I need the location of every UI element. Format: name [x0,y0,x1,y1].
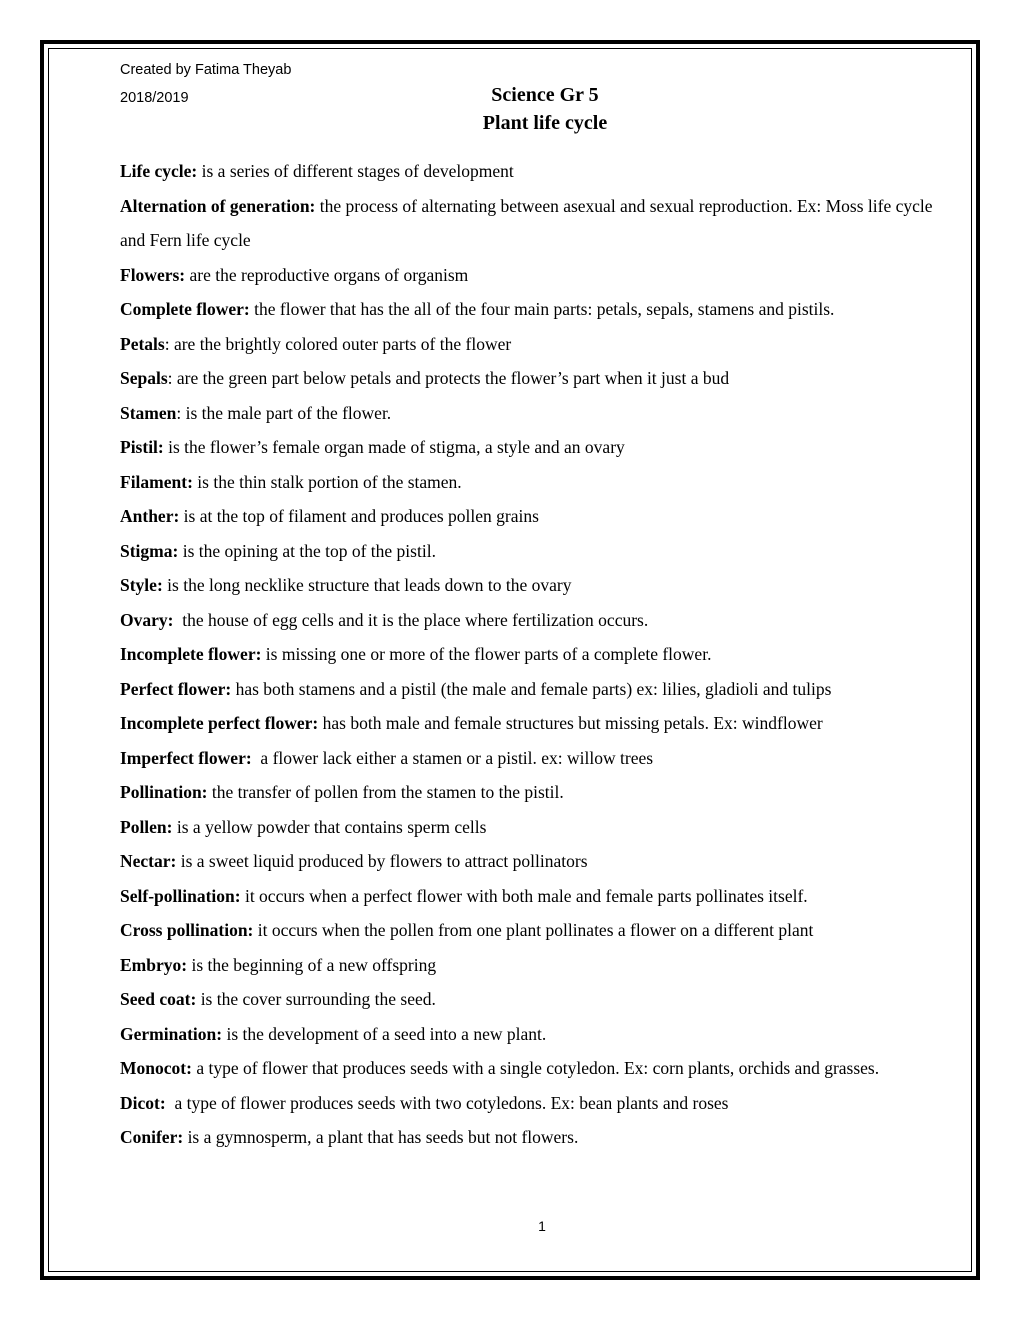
glossary-definition: is the cover surrounding the seed. [196,989,436,1009]
glossary-term: Stamen [120,402,177,423]
glossary-definition: is the thin stalk portion of the stamen. [192,471,462,492]
glossary-entry [120,430,950,465]
glossary-term: Flowers: [120,264,186,285]
glossary-entry [120,396,950,431]
glossary-definition: is the beginning of a new offspring [187,954,437,975]
glossary-term: Dicot: [120,1092,166,1113]
glossary-entry [120,603,950,638]
glossary-term: Filament: [120,471,193,492]
glossary-entry [120,1051,950,1086]
glossary-entry [120,844,950,879]
glossary-entry [120,706,950,741]
glossary-definition: the process of alternating between asexual and sexual reproduction. Ex: Moss life cycle and Fern life cycle [120,195,937,250]
glossary-definition: is missing one or more of the flower parts of a complete flower. [261,644,712,664]
glossary-entry [120,810,950,845]
document-subtitle: Plant life cycle [482,112,608,134]
glossary-term: Incomplete perfect flower: [120,713,319,733]
glossary-entry [120,292,950,327]
glossary-term: Seed coat: [120,989,197,1009]
glossary-entry [120,568,950,603]
glossary-term: Germination: [120,1023,223,1044]
glossary-list [120,154,950,1155]
glossary-definition: a type of flower produces seeds with two cotyledons. Ex: bean plants and roses [165,1092,729,1113]
glossary-term: Perfect flower: [120,678,232,699]
author-credit: Created by Fatima Theyab [120,62,292,78]
glossary-entry [120,741,950,776]
glossary-entry [120,465,950,500]
glossary-term: Ovary: [120,609,174,630]
glossary-term: Anther: [120,506,180,526]
glossary-entry [120,913,950,948]
glossary-entry [120,361,950,396]
glossary-definition: a type of flower that produces seeds with a single cotyledon. Ex: corn plants, orchids and grasses. [191,1058,880,1078]
glossary-entry [120,948,950,983]
school-year: 2018/2019 [120,90,189,106]
glossary-definition: it occurs when the pollen from one plant pollinates a flower on a different plant [253,920,814,940]
glossary-term: Pistil: [120,437,164,457]
page-number: 1 [538,1218,546,1234]
glossary-entry [120,327,950,362]
glossary-definition: has both male and female structures but missing petals. Ex: windflower [318,713,823,733]
glossary-definition: is the opining at the top of the pistil. [178,540,436,561]
glossary-definition: has both stamens and a pistil (the male and female parts) ex: lilies, gladioli and tulips [231,678,832,699]
glossary-term: Monocot: [120,1058,192,1078]
glossary-term: Incomplete flower: [120,644,262,664]
glossary-definition: the flower that has the all of the four main parts: petals, sepals, stamens and pistils. [249,299,835,319]
glossary-definition: a flower lack either a stamen or a pistil. ex: willow trees [251,747,654,768]
glossary-entry [120,189,950,258]
glossary-definition: : are the brightly colored outer parts of the flower [164,333,512,354]
glossary-term: Embryo: [120,954,188,975]
glossary-entry [120,534,950,569]
glossary-definition: is at the top of filament and produces pollen grains [179,506,539,526]
glossary-definition: the transfer of pollen from the stamen to the pistil. [207,782,564,802]
glossary-term: Alternation of generation: [120,195,316,216]
glossary-entry [120,879,950,914]
glossary-term: Conifer: [120,1127,184,1147]
glossary-entry [120,1120,950,1155]
glossary-entry [120,154,950,189]
glossary-entry [120,637,950,672]
glossary-term: Pollination: [120,782,208,802]
glossary-entry [120,672,950,707]
glossary-term: Style: [120,575,163,595]
glossary-definition: is a sweet liquid produced by flowers to attract pollinators [176,851,588,871]
glossary-term: Petals [120,333,165,354]
glossary-definition: are the reproductive organs of organism [185,264,469,285]
glossary-term: Life cycle: [120,161,198,181]
glossary-term: Imperfect flower: [120,747,252,768]
glossary-term: Complete flower: [120,299,250,319]
glossary-entry [120,775,950,810]
glossary-definition: is the development of a seed into a new plant. [222,1023,547,1044]
glossary-entry [120,258,950,293]
glossary-entry [120,499,950,534]
glossary-entry [120,1086,950,1121]
glossary-definition: it occurs when a perfect flower with both male and female parts pollinates itself. [240,885,808,906]
glossary-term: Self-pollination: [120,885,241,906]
glossary-definition: is a gymnosperm, a plant that has seeds but not flowers. [183,1127,579,1147]
glossary-definition: : are the green part below petals and protects the flower’s part when it just a bud [167,368,730,388]
glossary-term: Stigma: [120,540,179,561]
glossary-term: Nectar: [120,851,177,871]
glossary-definition: : is the male part of the flower. [176,402,392,423]
glossary-definition: is a yellow powder that contains sperm cells [172,816,487,837]
glossary-definition: is the long necklike structure that leads down to the ovary [162,575,572,595]
glossary-entry [120,1017,950,1052]
glossary-entry [120,982,950,1017]
glossary-definition: the house of egg cells and it is the place where fertilization occurs. [173,609,649,630]
glossary-definition: is the flower’s female organ made of stigma, a style and an ovary [163,437,625,457]
glossary-definition: is a series of different stages of development [197,161,514,181]
glossary-term: Pollen: [120,816,173,837]
glossary-term: Sepals [120,368,168,388]
glossary-term: Cross pollination: [120,920,254,940]
document-title: Science Gr 5 [491,84,599,106]
